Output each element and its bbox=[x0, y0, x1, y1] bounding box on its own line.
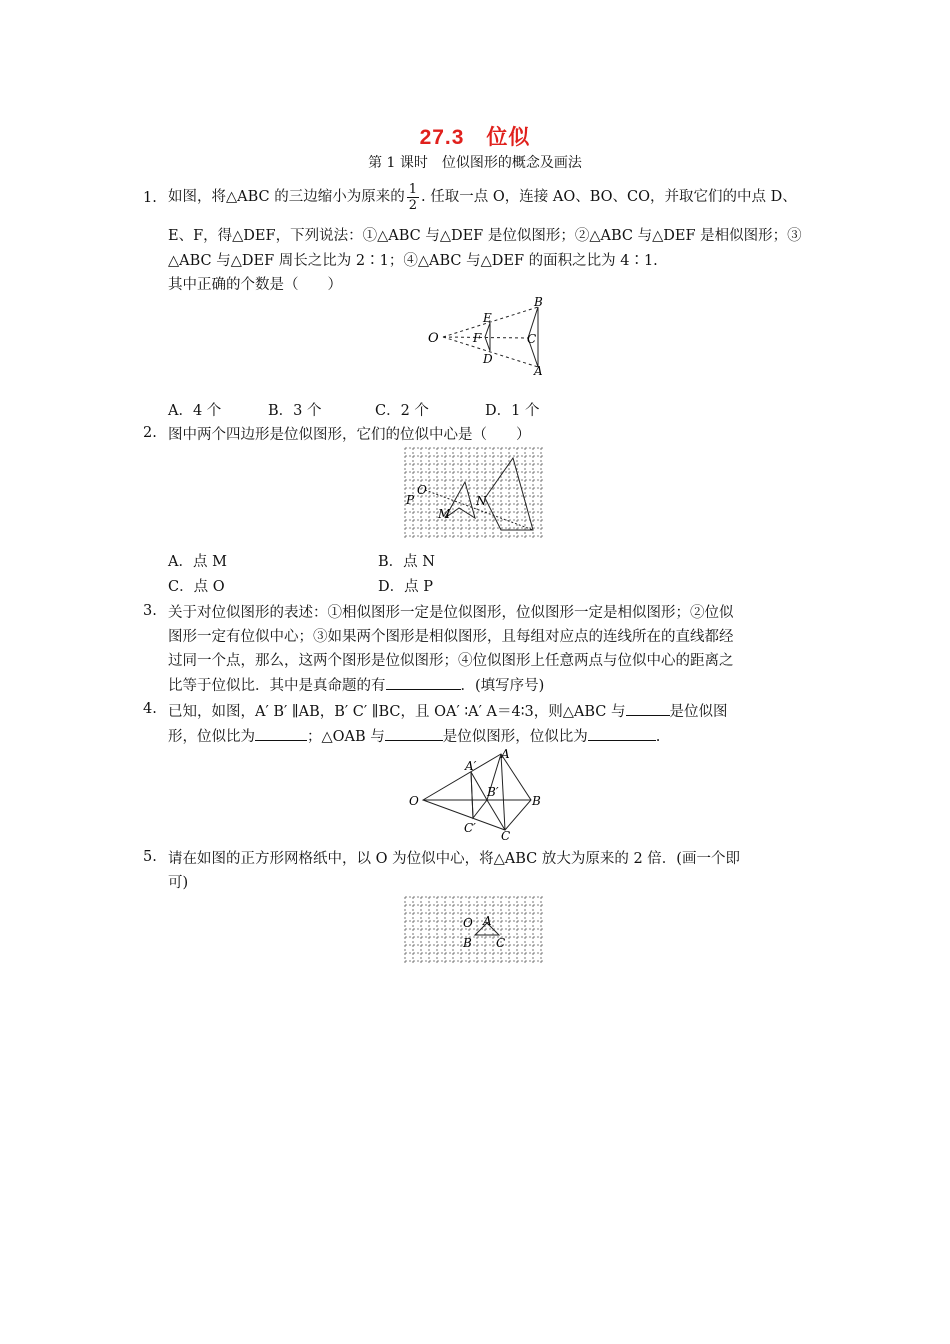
q4-blank-4[interactable] bbox=[588, 726, 656, 741]
q2-line-1: 图中两个四边形是位似图形，它们的位似中心是（ ） bbox=[168, 427, 531, 443]
q1-figure bbox=[425, 295, 550, 380]
fraction-denominator: 2 bbox=[408, 197, 418, 213]
q3-line-2: 图形一定有位似中心；③如果两个图形是相似图形，且每组对应点的连线所在的直线都经 bbox=[168, 629, 734, 645]
q1-option-d[interactable]: D．1 个 bbox=[485, 403, 540, 419]
q2-label-p: P bbox=[406, 493, 415, 507]
q5-line-2: 可) bbox=[168, 875, 189, 891]
q1-option-c[interactable]: C．2 个 bbox=[375, 403, 429, 419]
q1-option-a[interactable]: A．4 个 bbox=[168, 403, 222, 419]
quadrilateral-oabc bbox=[423, 754, 531, 830]
triangle-a1b1c1 bbox=[471, 772, 487, 818]
q4-line-2-a: 形，位似比为 bbox=[168, 729, 255, 745]
q1-label-a: A bbox=[534, 364, 543, 378]
q1-label-c: C bbox=[527, 332, 537, 346]
q5-line-1: 请在如图的正方形网格纸中，以 O 为位似中心，将△ABC 放大为原来的 2 倍．(画一个即 bbox=[168, 851, 740, 867]
q4-label-b: B bbox=[532, 794, 541, 808]
q1-option-b[interactable]: B．3 个 bbox=[268, 403, 322, 419]
segment-a1c1 bbox=[471, 772, 473, 818]
q4-label-a-prime: A′ bbox=[465, 759, 477, 773]
triangle-def bbox=[485, 323, 490, 351]
q4-line-1-b: 是位似图 bbox=[669, 704, 728, 720]
q4-blank-2[interactable] bbox=[255, 726, 307, 741]
segment-ac bbox=[501, 754, 505, 830]
q4-figure bbox=[405, 748, 545, 840]
q4-label-a: A bbox=[501, 748, 510, 761]
q4-label-c: C bbox=[501, 829, 511, 840]
q4-line-2-b: ；△OAB 与 bbox=[307, 729, 385, 745]
q2-option-b[interactable]: B．点 N bbox=[378, 554, 435, 570]
q1-label-b: B bbox=[534, 295, 543, 309]
q4-line-1-a: 已知，如图，A′ B′ ∥AB，B′ C′ ∥BC，且 OA′ ∶A′ A＝4∶3，则△ABC 与 bbox=[168, 704, 626, 720]
q2-number: 2. bbox=[143, 425, 157, 441]
q5-figure[interactable] bbox=[403, 895, 548, 967]
q4-label-o: O bbox=[409, 794, 419, 808]
q2-option-c[interactable]: C．点 O bbox=[168, 579, 225, 595]
q1-line-1-post: . 任取一点 O，连接 AO、BO、CO，并取它们的中点 D、 bbox=[421, 189, 797, 205]
q2-figure bbox=[403, 446, 548, 542]
q4-line-2 bbox=[168, 726, 660, 747]
q1-label-o: O bbox=[428, 331, 439, 346]
q1-line-2: E、F，得△DEF，下列说法：①△ABC 与△DEF 是位似图形；②△ABC 与△DEF 是相似图形；③ bbox=[168, 228, 802, 244]
q2-option-d[interactable]: D．点 P bbox=[378, 579, 433, 595]
q1-label-d: D bbox=[483, 352, 493, 366]
q4-line-2-c: 是位似图形，位似比为 bbox=[442, 729, 588, 745]
q4-label-b-prime: B′ bbox=[487, 785, 499, 799]
q4-line-1 bbox=[168, 701, 728, 722]
q4-label-c-prime: C′ bbox=[464, 821, 476, 835]
q2-label-n: N bbox=[476, 494, 487, 508]
q1-line-1-pre: 如图，将△ABC 的三边缩小为原来的 bbox=[168, 189, 405, 205]
q5-label-a: A bbox=[483, 914, 492, 928]
q1-label-f: F bbox=[473, 331, 482, 345]
fraction-numerator: 1 bbox=[408, 181, 418, 197]
q2-option-a[interactable]: A．点 M bbox=[168, 554, 227, 570]
q3-line-4-pre: 比等于位似比．其中是真命题的有 bbox=[168, 678, 386, 694]
q5-label-c: C bbox=[496, 936, 506, 950]
q1-line-4: 其中正确的个数是（ ） bbox=[168, 277, 342, 293]
q5-label-o: O bbox=[463, 916, 473, 930]
page-title: 27.3 位似 bbox=[419, 126, 531, 149]
q3-line-4-post: ．(填写序号) bbox=[460, 678, 545, 694]
q4-line-2-d: . bbox=[655, 729, 661, 745]
q2-label-m: M bbox=[438, 507, 451, 521]
q3-line-1: 关于对位似图形的表述：①相似图形一定是位似图形，位似图形一定是相似图形；②位似 bbox=[168, 605, 734, 621]
q2-label-o: O bbox=[417, 483, 427, 497]
q3-answer-blank[interactable] bbox=[386, 675, 461, 690]
q3-number: 3. bbox=[143, 603, 157, 619]
q4-number: 4. bbox=[143, 701, 157, 717]
q3-line-4 bbox=[168, 675, 544, 696]
fraction-one-half bbox=[407, 182, 419, 213]
q1-line-1 bbox=[168, 180, 797, 214]
q1-label-e: E bbox=[483, 311, 492, 325]
q5-number: 5. bbox=[143, 849, 157, 865]
q4-blank-1[interactable] bbox=[626, 701, 670, 716]
q5-grid[interactable] bbox=[405, 897, 545, 965]
q4-blank-3[interactable] bbox=[385, 726, 443, 741]
q3-line-3: 过同一个点，那么，这两个图形是位似图形；④位似图形上任意两点与位似中心的距离之 bbox=[168, 653, 734, 669]
page-subtitle: 第 1 课时 位似图形的概念及画法 bbox=[368, 155, 582, 171]
q1-line-3: △ABC 与△DEF 周长之比为 2∶1；④△ABC 与△DEF 的面积之比为 4∶1. bbox=[168, 253, 658, 269]
segment-b1c bbox=[487, 800, 505, 830]
q5-label-b: B bbox=[463, 936, 472, 950]
q1-number: 1. bbox=[143, 190, 157, 206]
